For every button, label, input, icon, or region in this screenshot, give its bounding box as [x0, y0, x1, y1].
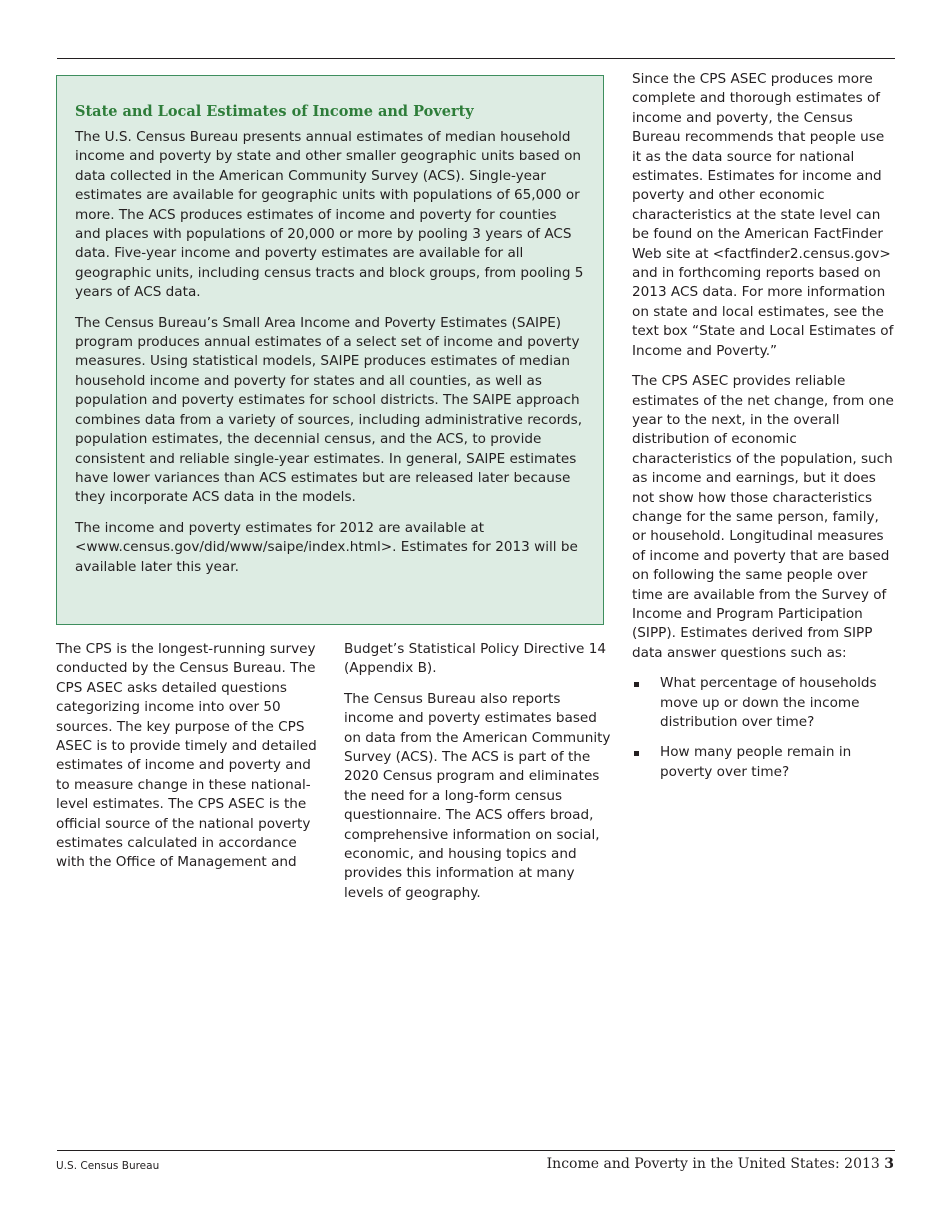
- footer-running-title: [547, 1156, 894, 1172]
- sidebar-paragraph: The income and poverty estimates for 2012 are available at <www.census.gov/did/www/saipe/index.html>. Estimates for 2013 will be available later this year.: [75, 519, 578, 575]
- top-rule: [57, 58, 895, 59]
- body-paragraph: Since the CPS ASEC produces more complete and thorough estimates of income and poverty, the Census Bureau recommends that people use it as the data source for national estimates. Estimates for income and poverty and other economic characteristics at the state level can be found on the American FactFinder Web site at <factfinder2.census.gov> and in forthcoming reports based on 2013 ACS data. For more information on state and local estimates, see the text box “State and Local Estimates of Income and Poverty.”: [632, 71, 894, 359]
- list-item-text: How many people remain in poverty over time?: [660, 744, 852, 780]
- sidebar-box-title: State and Local Estimates of Income and Poverty: [75, 103, 474, 120]
- bullet-icon: [634, 682, 639, 687]
- list-item: [632, 743, 897, 782]
- footer-title: Income and Poverty in the United States: 2013: [546, 1156, 880, 1172]
- footer-source: U.S. Census Bureau: [56, 1160, 160, 1172]
- body-column-2: [344, 640, 612, 914]
- sidebar-paragraph: The Census Bureau’s Small Area Income and Poverty Estimates (SAIPE) program produces annual estimates of a select set of income and poverty measures. Using statistical models, SAIPE produces estimates of median household income and poverty for states and all counties, as well as population and poverty estimates for school districts. The SAIPE approach combines data from a variety of sources, including administrative records, population estimates, the decennial census, and the ACS, to provide consistent and reliable single-year estimates. In general, SAIPE estimates have lower variances than ACS estimates but are released later because they incorporate ACS data in the models.: [75, 314, 583, 506]
- body-paragraph: The Census Bureau also reports income and poverty estimates based on data from the American Community Survey (ACS). The ACS is part of the 2020 Census program and eliminates the need for a long-form census questionnaire. The ACS offers broad, comprehensive information on social, economic, and housing topics and provides this information at many levels of geography.: [344, 690, 611, 901]
- footer-rule: [57, 1150, 895, 1151]
- body-column-3: [632, 70, 897, 793]
- sidebar-box: [56, 75, 604, 625]
- body-paragraph: The CPS ASEC provides reliable estimates of the net change, from one year to the next, in the overall distribution of economic characteristics of the population, such as income and earnings, but it does not show how those characteristics change for the same person, family, or household. Longitudinal measures of income and poverty that are based on following the same people over time are available from the Survey of Income and Program Participation (SIPP). Estimates derived from SIPP data answer questions such as:: [632, 373, 894, 661]
- sidebar-paragraph: The U.S. Census Bureau presents annual estimates of median household income and poverty by state and other smaller geographic units based on data collected in the American Community Survey (ACS). Single-year estimates are available for geographic units with populations of 65,000 or more. The ACS produces estimates of income and poverty for counties and places with populations of 20,000 or more by pooling 3 years of ACS data. Five-year income and poverty estimates are available for all geographic units, including census tracts and block groups, from pooling 5 years of ACS data.: [75, 129, 584, 301]
- body-paragraph: The CPS is the longest-running survey conducted by the Census Bureau. The CPS ASEC asks detailed questions categorizing income into over 50 sources. The key purpose of the CPS ASEC is to provide timely and detailed estimates of income and poverty and to measure change in these national-level estimates. The CPS ASEC is the official source of the national poverty estimates calculated in accordance with the Office of Management and: [56, 641, 317, 871]
- question-list: [632, 674, 897, 782]
- body-paragraph: Budget’s Statistical Policy Directive 14 (Appendix B).: [344, 641, 607, 677]
- page-number: 3: [884, 1156, 894, 1172]
- bullet-icon: [634, 751, 639, 756]
- list-item: [632, 674, 897, 732]
- list-item-text: What percentage of households move up or down the income distribution over time?: [660, 675, 877, 730]
- body-column-1: [56, 640, 322, 884]
